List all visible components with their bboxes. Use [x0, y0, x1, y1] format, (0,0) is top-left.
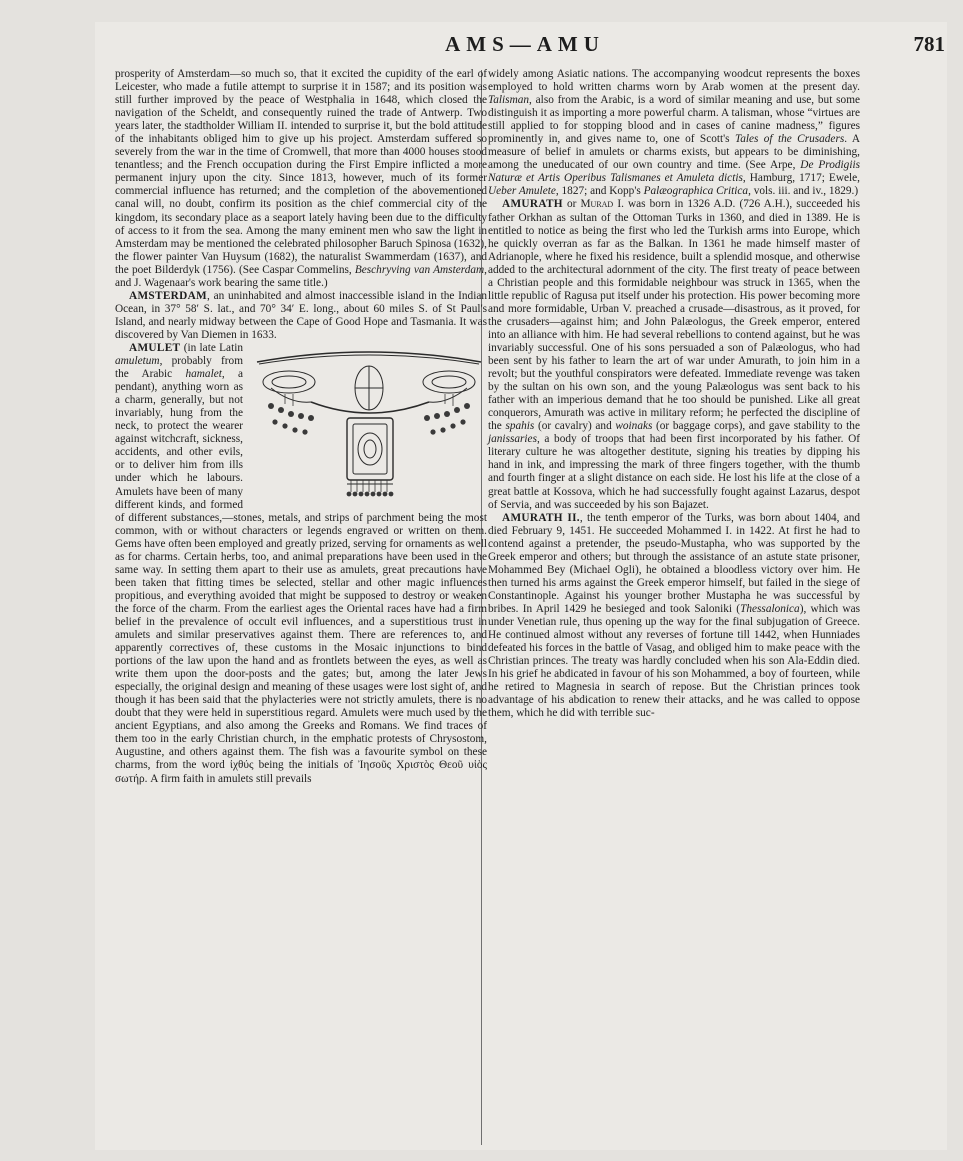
headword: AMSTERDAM — [129, 289, 208, 302]
right-column — [488, 68, 860, 720]
page-number: 781 — [913, 32, 945, 56]
left-column — [115, 68, 487, 786]
amulet-woodcut-figure — [251, 344, 487, 506]
amsterdam-continued-paragraph: prosperity of Amsterdam—so much so, that it excited the cupidity of the earl of Leicester, who made a futile attempt to surprise it in 1587; and its position was still further improved by the peace of Westphalia in 1648, which closed the navigation of the Scheldt, and consequently ruined the trade of Antwerp. Two years later, the stadtholder William II. intended to surprise it, but the bold attitude of the inhabitants obliged him to give up his project. Amsterdam suffered so severely from the war in the time of Cromwell, that more than 4000 houses stood tenantless; and the French occupation during the First Empire inflicted a more permanent injury upon the city. Since 1813, however, much of its former commercial influence has returned; and the completion of the abovementioned canal will, no doubt, confirm its position as the chief commercial city of the kingdom, its secondary place as a seaport lately having been due to the difficulty of access to it from the sea. Among the many eminent men who saw the light in Amsterdam may be mentioned the celebrated philosopher Baruch Spinosa (1632), the flower painter Van Huysum (1682), the naturalist Swammerdam (1637), and the poet Bilderdyk (1756). (See Caspar Commelins, Beschryving van Amsterdam, and J. Wagenaar's work bearing the same title.) — [115, 68, 487, 289]
book-page — [95, 22, 947, 1150]
amulet-continued-paragraph: widely among Asiatic nations. The accompanying woodcut represents the boxes employed to hold written charms worn by Arab women at the present day. Talisman, also from the Arabic, is a word of similar meaning and use, but some distinguish it as importing a more powerful charm. A talisman, whose “virtues are still applied to for stopping blood and in cases of canine madness,” figures prominently in, and gives name to, one of Scott's Tales of the Crusaders. A measure of belief in amulets or charms exists, but appears to be diminishing, among the uneducated of our own country and time. (See Arpe, De Prodigiis Naturæ et Artis Operibus Talismanes et Amuleta dictis, Hamburg, 1717; Ewele, Ueber Amulete, 1827; and Kopp's Palæographica Critica, vols. iii. and iv., 1829.) — [488, 68, 860, 198]
headword: AMURATH — [502, 198, 563, 211]
amulet-woodcut-icon — [251, 344, 487, 506]
amurath-i-entry: AMURATH or Murad I. was born in 1326 A.D. (726 A.H.), succeeded his father Orkhan as sultan of the Ottoman Turks in 1360, and died in 1389. He is entitled to notice as being the first who led the Turkish arms into Europe, which he quickly overran as far as the Balkan. In 1361 he made himself master of Adrianople, where he fixed his residence, built a splendid mosque, and otherwise added to the architectural adornment of the city. The first treaty of peace between a Christian people and this formidable neighbour was struck in 1365, when the little republic of Ragusa put itself under his protection. His power becoming more and more formidable, Urban V. preached a crusade—disastrous, as it proved, for the crusaders—against him; and John Palæologus, the Greek emperor, entered into an alliance with him. He had several rebellions to contend against, but he was invariably successful. One of his sons persuaded a son of Palæologus, who had been sent by his father to learn the art of war under Amurath, to join him in a revolt; but the youthful conspirators were defeated. Immediate revenge was taken by the sultan on his own son, and the young Palæologus was sent back to his father with an imperious demand that he too should be punished. Like all great conquerors, Amurath was active in military reform; he perfected the discipline of the spahis (or cavalry) and woinaks (or baggage corps), and gave stability to the janissaries, a body of troops that had been first incorporated by his father. Of literary culture he was altogether destitute, signing his treaties by dipping his hand in ink, and impressing the mark of three fingers together, with the thumb and fourth finger at a slight distance on each side. He lost his life at the close of a great battle at Kossova, which he had successfully fought against Lazarus, despot of Servia, and was succeeded by his son Bajazet. — [488, 198, 860, 511]
amsterdam-island-entry: AMSTERDAM, an uninhabited and almost inaccessible island in the Indian Ocean, in 37° 58′ S. lat., and 70° 34′ E. long., about 60 miles S. of St Paul's Island, and nearly midway between the Cape of Good Hope and Tasmania. It was discovered by Van Diemen in 1633. — [115, 289, 487, 341]
running-head: AMS—AMU — [445, 32, 605, 56]
page-header — [95, 32, 947, 62]
headword: AMURATH II. — [502, 511, 580, 524]
amulet-entry: AMULET (in late Latin amuletum, probably from the Arabic hamalet, a pendant), anything worn as a charm, generally, but not invariably, hung from the neck, to protect the wearer against witchcraft, sickness, accidents, and other evils, or to deliver him from ills under which he labours. Amulets have been of many different kinds, and formed of different substances,—stones, metals, and strips of parchment being the most common, with or without characters or legends engraved or written on them. Gems have often been employed and greatly prized, serving for ornaments as well as for charms. Certain herbs, too, and animal preparations have been used in the same way. In setting them apart to their use as amulets, great precautions have been taken that fitting times be selected, stellar and other magic influences propitious, and everything avoided that might be supposed to destroy or weaken the force of the charm. From the earliest ages the Oriental races have had a firm belief in the prevalence of occult evil influences, and a superstitious trust in amulets and similar preservatives against them. There are references to, and apparently correctives of, these customs in the Mosaic injunctions to bind portions of the law upon the hand and as frontlets between the eyes, as well as write them upon the door-posts and the gates; but, among the later Jews especially, the original design and meaning of these usages were lost sight of, and though it has been said that the phylacteries were not strictly amulets, there is no doubt that they were held in superstitious regard. Amulets were much used by the ancient Egyptians, and also among the Greeks and Romans. We find traces of them too in the early Christian church, in the emphatic protests of Chrysostom, Augustine, and others against them. The fish was a favourite symbol on these charms, from the word ἰχθύς being the initials of Ἰησοῦς Χριστὸς Θεοῦ υἱὸς σωτήρ. A firm faith in amulets still prevails — [115, 341, 487, 785]
headword: AMULET — [129, 341, 181, 354]
amurath-ii-entry: AMURATH II., the tenth emperor of the Turks, was born about 1404, and died February 9, 1451. He succeeded Mohammed I. in 1422. At first he had to contend against a pretender, the pseudo-Mustapha, who was supported by the Greek emperor and others; but through the assistance of an astute state prisoner, Mohammed Bey (Michael Ogli), he obtained a bloodless victory over him. He then turned his arms against the Greek emperor himself, but failed in the siege of Constantinople. Against his younger brother Mustapha he was successful by bribes. In April 1429 he besieged and took Saloniki (Thessalonica), which was under Venetian rule, thus opening up the way for the final subjugation of Greece. He continued almost without any reverses of fortune till 1442, when Hunniades defeated his forces in the battle of Vasag, and obliged him to make peace with the Christian princes. The treaty was hardly concluded when his son Ala-Eddin died. In his grief he abdicated in favour of his son Mohammed, a boy of fourteen, while he retired to Magnesia in search of repose. But the Christian princes took advantage of his abdication to renew their attacks, and he was called to oppose them, which he did with terrible suc- — [488, 511, 861, 720]
